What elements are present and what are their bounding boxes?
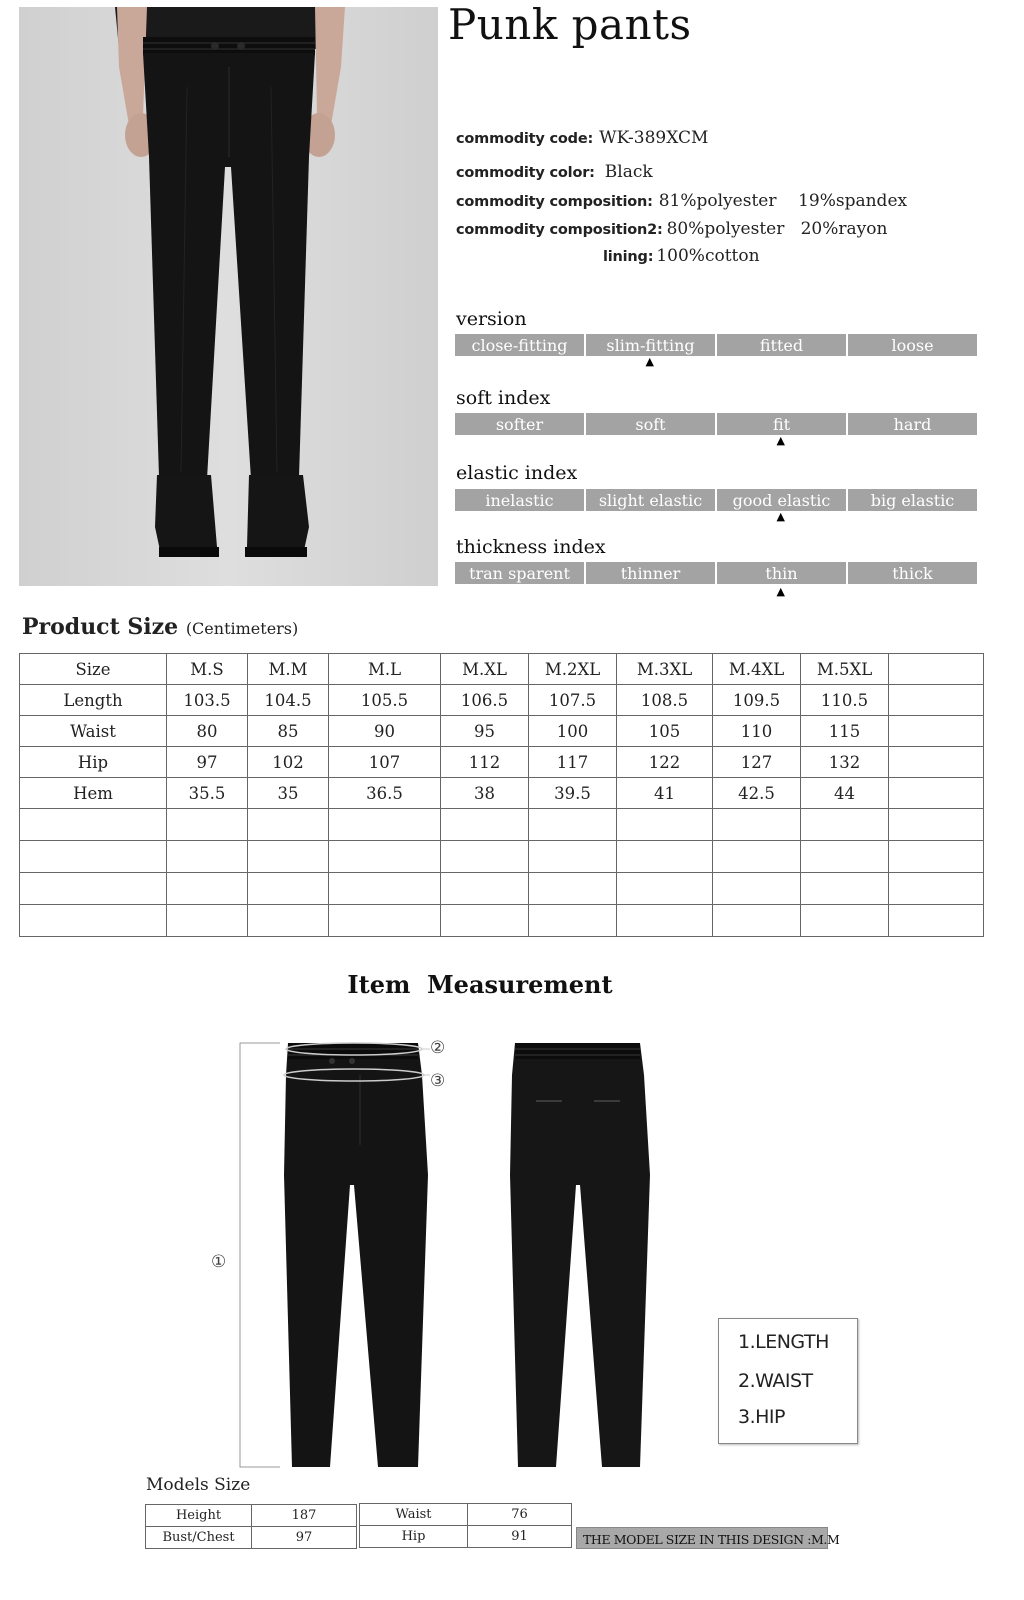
table-header-cell: Size bbox=[20, 654, 167, 685]
soft-index-option: fit bbox=[717, 413, 846, 435]
table-cell: 117 bbox=[529, 747, 617, 778]
model-label: Bust/Chest bbox=[146, 1527, 252, 1549]
table-cell bbox=[617, 905, 713, 937]
table-row bbox=[20, 905, 984, 937]
table-cell: 106.5 bbox=[441, 685, 529, 716]
legend-length: 1.LENGTH bbox=[738, 1331, 829, 1353]
table-row bbox=[360, 1504, 572, 1526]
soft-index-marker-icon: ▲ bbox=[776, 434, 785, 447]
model-label: Waist bbox=[360, 1504, 468, 1526]
elastic-index-option: big elastic bbox=[848, 489, 977, 511]
table-cell: 105.5 bbox=[329, 685, 441, 716]
legend-waist: 2.WAIST bbox=[738, 1370, 813, 1392]
version-bar bbox=[455, 334, 977, 356]
spec-code bbox=[456, 128, 708, 148]
table-header-cell bbox=[889, 654, 984, 685]
size-table bbox=[19, 653, 984, 937]
row-label-cell: Hem bbox=[20, 778, 167, 809]
table-cell bbox=[441, 873, 529, 905]
version-option: slim-fitting bbox=[586, 334, 715, 356]
table-cell: 35 bbox=[248, 778, 329, 809]
spec-value: WK-389XCM bbox=[599, 128, 709, 148]
table-cell: 44 bbox=[801, 778, 889, 809]
elastic-index-bar bbox=[455, 489, 977, 511]
row-label-cell bbox=[20, 809, 167, 841]
table-header-cell: M.L bbox=[329, 654, 441, 685]
table-cell: 110 bbox=[713, 716, 801, 747]
table-cell bbox=[889, 716, 984, 747]
table-cell: 110.5 bbox=[801, 685, 889, 716]
table-cell bbox=[713, 809, 801, 841]
model-label: Hip bbox=[360, 1526, 468, 1548]
table-cell bbox=[248, 873, 329, 905]
legend-hip: 3.HIP bbox=[738, 1406, 785, 1428]
table-cell: 80 bbox=[167, 716, 248, 747]
elastic-index-option: inelastic bbox=[455, 489, 584, 511]
table-cell: 109.5 bbox=[713, 685, 801, 716]
spec-value: 100%cotton bbox=[656, 246, 760, 266]
waist-marker-icon: ② bbox=[430, 1038, 446, 1058]
table-cell bbox=[889, 685, 984, 716]
table-cell bbox=[529, 905, 617, 937]
hip-marker-icon: ③ bbox=[430, 1071, 446, 1091]
table-cell bbox=[889, 841, 984, 873]
table-cell: 108.5 bbox=[617, 685, 713, 716]
size-chart-title bbox=[22, 614, 298, 640]
product-photo bbox=[19, 7, 438, 586]
model-value: 187 bbox=[252, 1505, 357, 1527]
table-header-row bbox=[20, 654, 984, 685]
soft-index-bar bbox=[455, 413, 977, 435]
table-cell bbox=[801, 841, 889, 873]
table-cell bbox=[167, 905, 248, 937]
table-cell: 103.5 bbox=[167, 685, 248, 716]
model-label: Height bbox=[146, 1505, 252, 1527]
table-cell bbox=[329, 809, 441, 841]
table-cell bbox=[329, 841, 441, 873]
model-illustration bbox=[19, 7, 438, 586]
table-row bbox=[20, 809, 984, 841]
table-cell bbox=[617, 809, 713, 841]
table-cell bbox=[329, 873, 441, 905]
table-cell: 35.5 bbox=[167, 778, 248, 809]
table-row bbox=[146, 1505, 357, 1527]
table-cell bbox=[889, 905, 984, 937]
version-title: version bbox=[456, 308, 527, 330]
table-cell bbox=[713, 841, 801, 873]
spec-label: lining: bbox=[603, 249, 654, 265]
row-label-cell: Hip bbox=[20, 747, 167, 778]
table-cell: 36.5 bbox=[329, 778, 441, 809]
table-cell bbox=[801, 873, 889, 905]
measurement-title: Item Measurement bbox=[347, 970, 613, 999]
table-cell: 41 bbox=[617, 778, 713, 809]
length-marker-icon: ① bbox=[211, 1252, 227, 1272]
table-cell: 115 bbox=[801, 716, 889, 747]
table-cell: 100 bbox=[529, 716, 617, 747]
table-cell: 122 bbox=[617, 747, 713, 778]
spec-value: 81%polyester 19%spandex bbox=[658, 191, 908, 211]
table-row bbox=[360, 1526, 572, 1548]
models-size-title: Models Size bbox=[146, 1475, 251, 1495]
back-pants-illustration bbox=[510, 1043, 650, 1467]
spec-value: 80%polyester 20%rayon bbox=[666, 219, 888, 239]
table-cell bbox=[167, 809, 248, 841]
front-pants-illustration bbox=[284, 1043, 430, 1467]
table-row bbox=[20, 685, 984, 716]
spec-label: commodity code: bbox=[456, 131, 594, 147]
version-option: close-fitting bbox=[455, 334, 584, 356]
table-header-cell: M.3XL bbox=[617, 654, 713, 685]
table-cell bbox=[529, 809, 617, 841]
table-header-cell: M.4XL bbox=[713, 654, 801, 685]
soft-index-title: soft index bbox=[456, 387, 551, 409]
table-row bbox=[20, 778, 984, 809]
thickness-index-option: thin bbox=[717, 562, 846, 584]
table-cell: 95 bbox=[441, 716, 529, 747]
table-cell: 85 bbox=[248, 716, 329, 747]
model-value: 76 bbox=[468, 1504, 572, 1526]
table-cell bbox=[248, 905, 329, 937]
spec-label: commodity composition: bbox=[456, 194, 653, 210]
table-cell bbox=[889, 778, 984, 809]
elastic-index-option: good elastic bbox=[717, 489, 846, 511]
row-label-cell bbox=[20, 873, 167, 905]
table-cell bbox=[801, 905, 889, 937]
spec-lining bbox=[603, 246, 760, 266]
product-title: Punk pants bbox=[448, 0, 692, 49]
table-cell: 38 bbox=[441, 778, 529, 809]
measurement-legend bbox=[718, 1318, 858, 1444]
models-table-left bbox=[145, 1504, 357, 1549]
thickness-index-bar bbox=[455, 562, 977, 584]
table-row bbox=[20, 747, 984, 778]
table-cell: 104.5 bbox=[248, 685, 329, 716]
table-row bbox=[20, 716, 984, 747]
table-cell bbox=[441, 905, 529, 937]
table-cell: 39.5 bbox=[529, 778, 617, 809]
thickness-index-option: thinner bbox=[586, 562, 715, 584]
version-option: loose bbox=[848, 334, 977, 356]
model-value: 91 bbox=[468, 1526, 572, 1548]
table-cell: 132 bbox=[801, 747, 889, 778]
table-cell bbox=[889, 873, 984, 905]
table-cell bbox=[441, 841, 529, 873]
table-cell bbox=[329, 905, 441, 937]
table-cell bbox=[529, 841, 617, 873]
thickness-index-option: thick bbox=[848, 562, 977, 584]
spec-value: Black bbox=[604, 162, 653, 182]
version-marker-icon: ▲ bbox=[645, 355, 654, 368]
spec-composition bbox=[456, 191, 907, 211]
table-cell bbox=[801, 809, 889, 841]
table-cell bbox=[167, 841, 248, 873]
version-option: fitted bbox=[717, 334, 846, 356]
table-cell: 107 bbox=[329, 747, 441, 778]
table-cell: 127 bbox=[713, 747, 801, 778]
table-cell: 107.5 bbox=[529, 685, 617, 716]
table-cell bbox=[617, 873, 713, 905]
table-cell bbox=[529, 873, 617, 905]
size-chart-heading: Product Size bbox=[22, 614, 179, 640]
model-value: 97 bbox=[252, 1527, 357, 1549]
spec-label: commodity composition2: bbox=[456, 222, 663, 238]
table-cell bbox=[889, 747, 984, 778]
table-cell bbox=[248, 809, 329, 841]
thickness-index-option: tran sparent bbox=[455, 562, 584, 584]
soft-index-option: hard bbox=[848, 413, 977, 435]
table-header-cell: M.XL bbox=[441, 654, 529, 685]
table-header-cell: M.M bbox=[248, 654, 329, 685]
row-label-cell: Waist bbox=[20, 716, 167, 747]
spec-color bbox=[456, 162, 653, 182]
table-cell: 42.5 bbox=[713, 778, 801, 809]
table-header-cell: M.2XL bbox=[529, 654, 617, 685]
table-cell: 90 bbox=[329, 716, 441, 747]
thickness-index-title: thickness index bbox=[456, 536, 606, 558]
models-table-right bbox=[359, 1503, 572, 1548]
spec-composition2 bbox=[456, 219, 887, 239]
row-label-cell bbox=[20, 841, 167, 873]
table-cell bbox=[248, 841, 329, 873]
elastic-index-marker-icon: ▲ bbox=[776, 510, 785, 523]
size-chart-unit: (Centimeters) bbox=[185, 619, 299, 638]
table-row bbox=[20, 841, 984, 873]
table-cell: 105 bbox=[617, 716, 713, 747]
table-header-cell: M.5XL bbox=[801, 654, 889, 685]
row-label-cell bbox=[20, 905, 167, 937]
soft-index-option: softer bbox=[455, 413, 584, 435]
elastic-index-option: slight elastic bbox=[586, 489, 715, 511]
table-row bbox=[20, 873, 984, 905]
table-header-cell: M.S bbox=[167, 654, 248, 685]
table-cell bbox=[441, 809, 529, 841]
table-cell: 102 bbox=[248, 747, 329, 778]
row-label-cell: Length bbox=[20, 685, 167, 716]
elastic-index-title: elastic index bbox=[456, 462, 578, 484]
table-cell: 97 bbox=[167, 747, 248, 778]
table-row bbox=[146, 1527, 357, 1549]
spec-label: commodity color: bbox=[456, 165, 595, 181]
table-cell: 112 bbox=[441, 747, 529, 778]
pants-diagram bbox=[210, 1035, 670, 1475]
table-cell bbox=[713, 873, 801, 905]
soft-index-option: soft bbox=[586, 413, 715, 435]
model-size-note: THE MODEL SIZE IN THIS DESIGN :M.M bbox=[576, 1527, 828, 1549]
table-cell bbox=[167, 873, 248, 905]
table-cell bbox=[889, 809, 984, 841]
table-cell bbox=[713, 905, 801, 937]
thickness-index-marker-icon: ▲ bbox=[776, 585, 785, 598]
table-cell bbox=[617, 841, 713, 873]
